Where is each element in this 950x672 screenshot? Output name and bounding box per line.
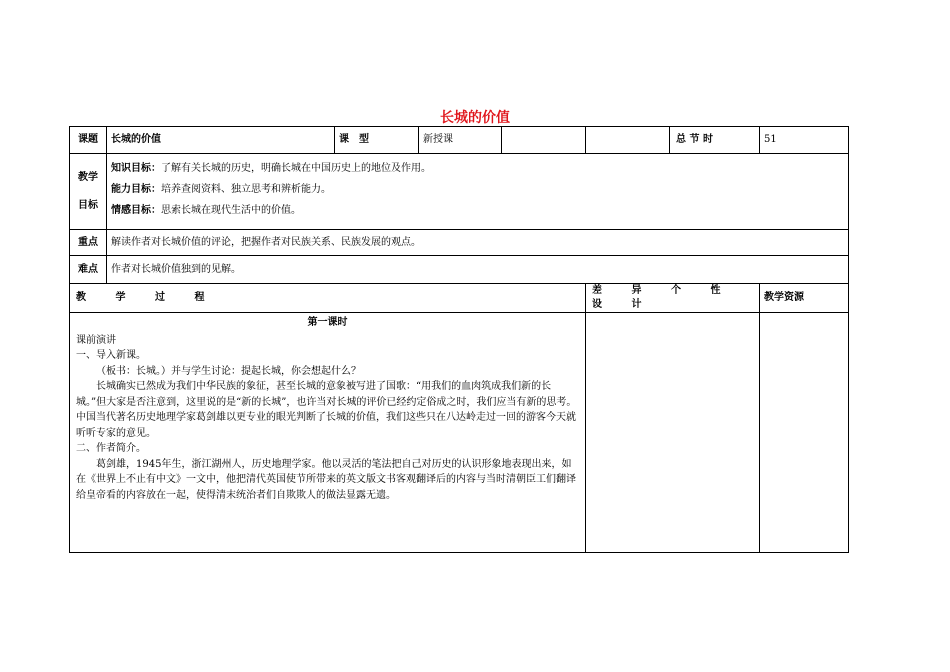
resource-content (760, 313, 849, 553)
hours-value: 51 (760, 127, 849, 154)
difficulty-text: 作者对长城价值独到的见解。 (107, 256, 849, 284)
ability-goal: 能力目标：培养查阅资料、独立思考和辨析能力。 (111, 183, 331, 195)
lesson-line: 一、导入新课。 (76, 350, 146, 361)
lesson-line: 二、作者简介。 (76, 443, 146, 454)
diff-design-content (586, 313, 760, 553)
emotion-goal: 情感目标：思索长城在现代生活中的价值。 (111, 204, 301, 216)
process-label: 教 学 过 程 (70, 284, 586, 313)
topic-value: 长城的价值 (107, 127, 335, 154)
type-value: 新授课 (419, 127, 502, 154)
difficulty-label: 难点 (70, 256, 107, 284)
empty-cell (586, 127, 670, 154)
session-title: 第一课时 (307, 317, 348, 328)
lesson-content (70, 313, 586, 553)
goals-label-line1: 教学 (78, 171, 98, 183)
difficulty-row (70, 256, 849, 284)
goals-label-line2: 目标 (78, 199, 98, 211)
goals-label (70, 154, 107, 230)
lesson-plan-table (69, 126, 848, 551)
goals-content (107, 154, 849, 230)
document-title: 长城的价值 (440, 110, 510, 126)
type-label: 课 型 (335, 127, 419, 154)
lesson-paragraph: 长城确实已然成为我们中华民族的象征，甚至长城的意象被写进了国歌：“用我们的血肉筑成我们新的长城。”但大家是否注意到，这里说的是“新的长城”，也许当对长城的评价已经约定俗成之时，我们应当有新的思考。中国当代著名历史地理学家葛剑雄以更专业的眼光判断了长城的价值，我们这些只在八达岭走过一回的游客今天就听听专家的意见。 (76, 381, 577, 439)
lesson-line: （板书：长城。）并与学生讨论：提起长城，你会想起什么？ (96, 365, 361, 377)
goals-row (70, 154, 849, 230)
empty-cell (502, 127, 586, 154)
key-point-label: 重点 (70, 230, 107, 256)
diff-design-label: 差 异 个 性 设 计 (586, 284, 760, 313)
header-row (70, 127, 849, 154)
topic-label: 课题 (70, 127, 107, 154)
knowledge-goal: 知识目标：了解有关长城的历史，明确长城在中国历史上的地位及作用。 (111, 162, 431, 174)
key-point-row (70, 230, 849, 256)
lesson-paragraph: 葛剑雄，1945年生，浙江湖州人，历史地理学家。他以灵活的笔法把自己对历史的认识形象地表现出来，如在《世界上不止有中文》一文中，他把清代英国使节所带来的英文版文书客观翻译后的内容与当时清朝臣工们翻译给皇帝看的内容放在一起，使得清末统治者们自欺欺人的做法显露无遗。 (76, 458, 576, 501)
lesson-line: 课前演讲 (76, 334, 116, 346)
lesson-row (70, 313, 849, 553)
resource-label: 教学资源 (760, 284, 849, 313)
key-point-text: 解读作者对长城价值的评论，把握作者对民族关系、民族发展的观点。 (107, 230, 849, 256)
process-header-row (70, 284, 849, 313)
hours-label: 总 节 时 (670, 127, 760, 154)
